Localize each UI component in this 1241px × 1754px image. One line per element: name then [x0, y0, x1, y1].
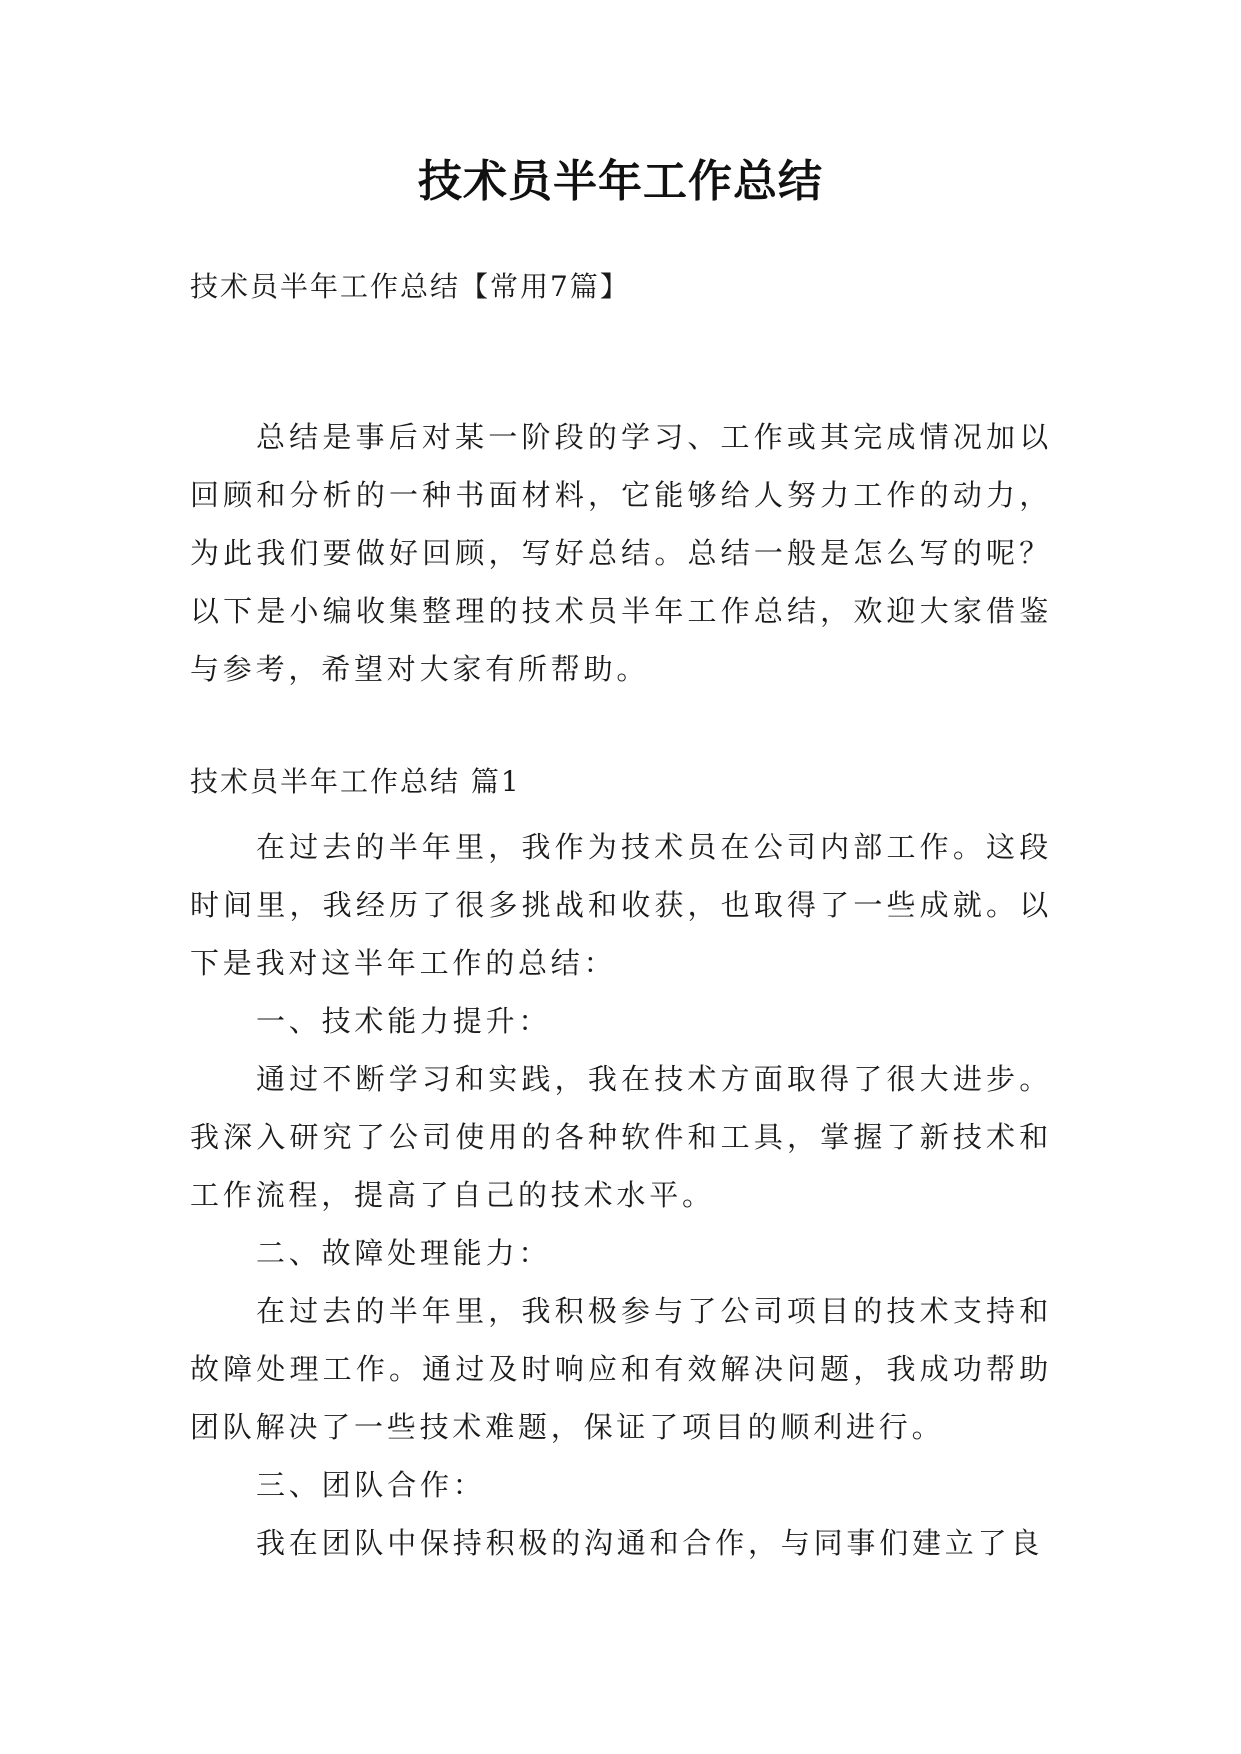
body-paragraph: 通过不断学习和实践，我在技术方面取得了很大进步。我深入研究了公司使用的各种软件和工具，掌握了新技术和工作流程，提高了自己的技术水平。: [190, 1062, 1052, 1212]
section-body: [190, 818, 1052, 1572]
body-subheading: 三、团队合作：: [256, 1468, 486, 1502]
body-paragraph: 在过去的半年里，我作为技术员在公司内部工作。这段时间里，我经历了很多挑战和收获，也取得了一些成就。以下是我对这半年工作的总结：: [190, 830, 1052, 980]
body-subheading: 二、故障处理能力：: [256, 1236, 552, 1270]
document-title: 技术员半年工作总结: [418, 156, 823, 207]
intro-paragraph: 总结是事后对某一阶段的学习、工作或其完成情况加以回顾和分析的一种书面材料，它能够给人努力工作的动力，为此我们要做好回顾，写好总结。总结一般是怎么写的呢？以下是小编收集整理的技术员半年工作总结，欢迎大家借鉴与参考，希望对大家有所帮助。: [190, 420, 1052, 686]
section-heading: 技术员半年工作总结 篇1: [190, 765, 521, 798]
body-subheading: 一、技术能力提升：: [256, 1004, 552, 1038]
body-paragraph: 我在团队中保持积极的沟通和合作，与同事们建立了良: [256, 1526, 1044, 1560]
body-paragraph: 在过去的半年里，我积极参与了公司项目的技术支持和故障处理工作。通过及时响应和有效解决问题，我成功帮助团队解决了一些技术难题，保证了项目的顺利进行。: [190, 1294, 1052, 1444]
document-subtitle: 技术员半年工作总结【常用7篇】: [190, 270, 630, 303]
